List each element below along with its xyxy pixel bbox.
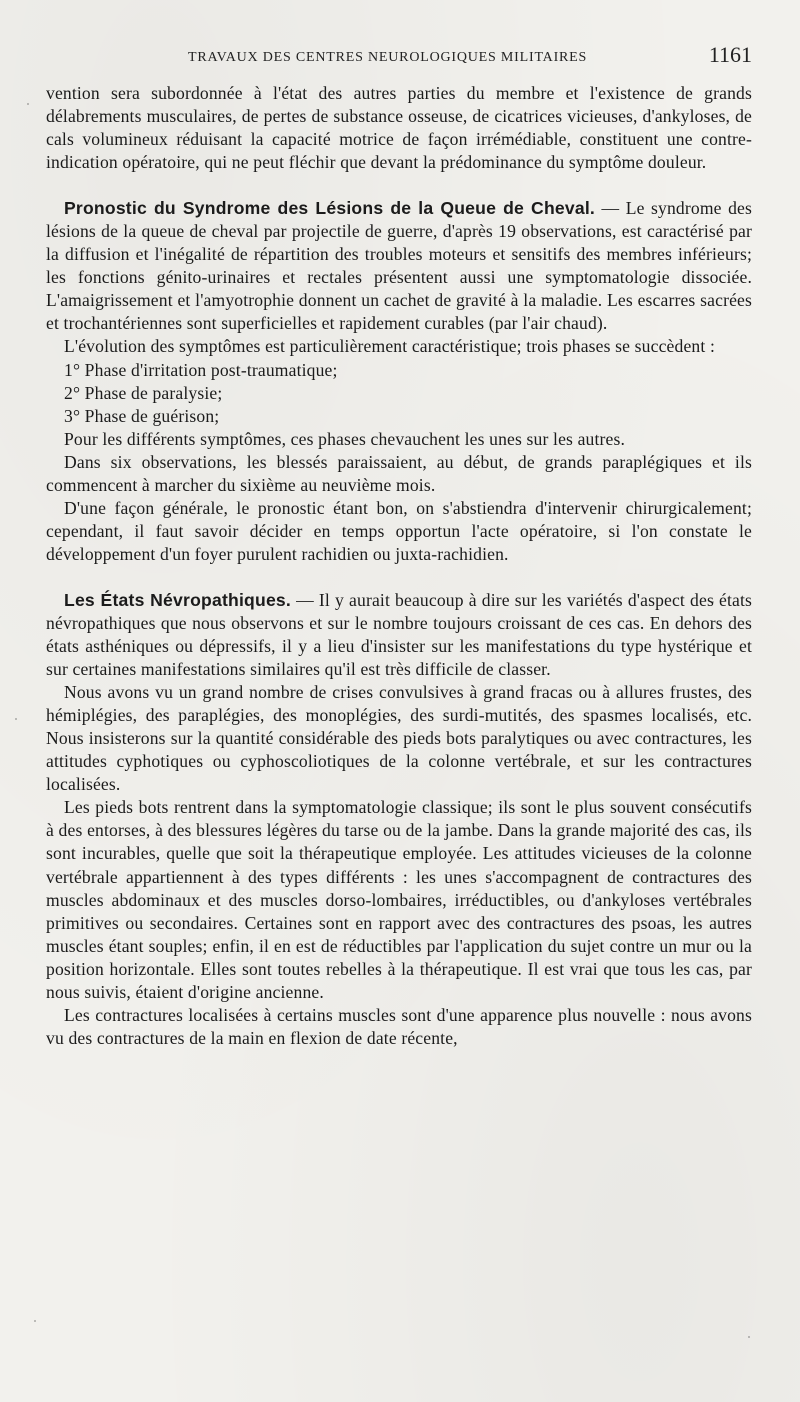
paragraph [46, 197, 752, 335]
article-body [46, 82, 752, 1050]
paragraph [46, 589, 752, 681]
paragraph-text: Le syndrome des lésions de la queue de cheval par projectile de guerre, d'après 19 observations, est caractérisé par la diffusion et l'inégalité de répartition des troubles moteurs et sensitifs des membres inférieurs; les fonctions génito-urinaires et rectales présentent aussi une symptomatologie dissociée. L'amaigrissement et l'amyotrophie donnent un cachet de gravité à la maladie. Les escarres sacrées et trochantériennes sont superficielles et rapidement curables (par l'air chaud). [46, 198, 753, 334]
section-neuropathic-states [46, 589, 752, 1050]
list-item: 3° Phase de guérison; [64, 405, 220, 426]
paragraph: Les contractures localisées à certains muscles sont d'une apparence plus nouvelle : nous avons vu des contractures de la main en flexion de date récente, [46, 1004, 752, 1048]
scan-speck [712, 601, 714, 603]
section-cauda-equina [46, 197, 752, 566]
running-title: TRAVAUX DES CENTRES NEUROLOGIQUES MILITAIRES [188, 50, 588, 65]
heading-dash: — [595, 198, 626, 219]
list-item: 1° Phase d'irritation post-traumatique; [64, 359, 338, 380]
list-item: 2° Phase de paralysie; [64, 382, 223, 403]
continuation-paragraph: vention sera subordonnée à l'état des autres parties du membre et l'existence de grands délabrements musculaires, de pertes de substance osseuse, de cicatrices vicieuses, d'ankyloses, de cals volumineux réduisant la capacité motrice de façon irrémédiable, constituent une contre-indication opératoire, qui ne peut fléchir que devant la prédominance du symptôme douleur. [46, 83, 752, 173]
scan-speck [27, 103, 29, 105]
heading-dash: — [291, 589, 319, 610]
paragraph: Les pieds bots rentrent dans la symptomatologie classique; ils sont le plus souvent consécutifs à des entorses, à des blessures légères du tarse ou de la jambe. Dans la grande majorité des cas, ils sont incurables, quelle que soit la thérapeutique employée. Les attitudes vicieuses de la colonne vertébrale appartiennent à des types différents : les unes s'accompagnent de contractures des muscles abdominaux et des muscles dorso-lombaires, irréductibles, ou d'ankyloses vertébrales primitives ou secondaires. Certaines sont en rapport avec des contractures des psoas, les autres muscles étant souples; enfin, il en est de réductibles par l'application du sujet contre un mur ou la position horizontale. Elles sont toutes rebelles à la thérapeutique. Il est vrai que tous les cas, par nous suivis, étaient d'origine ancienne. [46, 797, 752, 1002]
paragraph: Pour les différents symptômes, ces phases chevauchent les unes sur les autres. [64, 428, 626, 449]
section-heading: Pronostic du Syndrome des Lésions de la Queue de Cheval. [64, 198, 596, 219]
paragraph-text: Il y aurait beaucoup à dire sur les variétés d'aspect des états névropathiques que nous observons et sur le nombre toujours croissant de ces cas. En dehors des états asthéniques ou dépressifs, il y a lieu d'insister sur les manifestations du type hystérique et sur certaines manifestations similaires qu'il est très difficile de classer. [46, 589, 753, 680]
scan-speck [15, 718, 17, 720]
paragraph: Nous avons vu un grand nombre de crises convulsives à grand fracas ou à allures frustes, des hémiplégies, des paraplégies, des monoplégies, des surdi-mutités, des spasmes localisés, etc. Nous insisterons sur la quantité considérable des pieds bots paralytiques ou avec contractures, les attitudes cyphotiques ou cyphoscoliotiques de la colonne vertébrale, et sur les contractures localisées. [46, 682, 752, 795]
scan-speck [748, 1336, 750, 1338]
paragraph: Dans six observations, les blessés paraissaient, au début, de grands paraplégiques et ils commencent à marcher du sixième au neuvième mois. [46, 451, 752, 495]
running-header [48, 42, 752, 72]
paragraph: D'une façon générale, le pronostic étant bon, on s'abstiendra d'intervenir chirurgicalement; cependant, il faut savoir décider en temps opportun l'acte opératoire, si l'on constate le développement d'un foyer purulent rachidien ou juxta-rachidien. [46, 497, 752, 564]
page-number: 1161 [708, 42, 752, 67]
scan-speck [34, 1320, 36, 1322]
section-heading: Les États Névropathiques. [64, 589, 292, 610]
paragraph: L'évolution des symptômes est particulièrement caractéristique; trois phases se succèdent : [64, 336, 715, 357]
